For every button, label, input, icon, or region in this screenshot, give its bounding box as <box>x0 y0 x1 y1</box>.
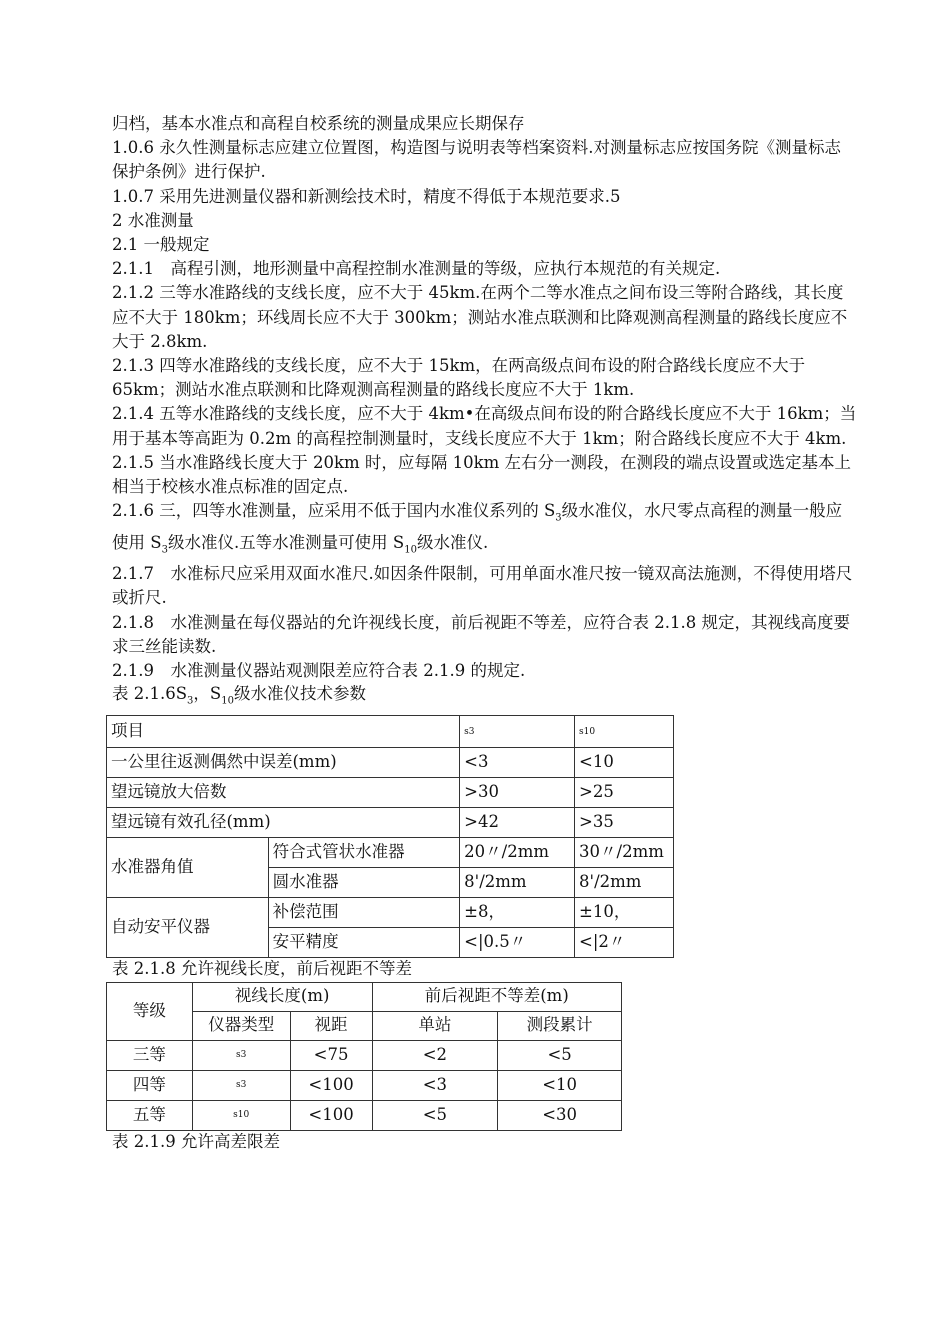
cell-s10: ±10， <box>575 897 674 927</box>
header-s3: s3 <box>460 715 575 747</box>
table1-caption: 表 $2.1.6S_3$，$S_{10}$级水准仪技术参数 <box>112 684 366 707</box>
cell-s3: <|0.5〃 <box>460 927 575 957</box>
table-row <box>107 1040 622 1070</box>
header-instrument: 仪器类型 <box>192 1011 290 1040</box>
paragraph-1-0-6: 1.0.6 永久性测量标志应建立位置图，构造图与说明表等档案资料.对测量标志应按国务院《测量标志保护条例》进行保护. <box>112 138 841 182</box>
paragraph-2-1-4: 2.1.4 五等水准路线的支线长度，应不大于 4km•在高级点间布设的附合路线长度应不大于 16km；当用于基本等高距为 0.2m 的高程控制测量时，支线长度应不大于 1km；附合路线长度应不大于 4km. <box>112 404 857 448</box>
cell-station: <2 <box>372 1040 498 1070</box>
row-label: 安平精度 <box>268 927 460 957</box>
group-label: 水准器角值 <box>107 837 269 897</box>
cell-instrument: s10 <box>192 1100 290 1130</box>
section-heading-2: 2 水准测量 <box>112 210 194 230</box>
cell-station: <5 <box>372 1100 498 1130</box>
cell-s3: 8'/2mm <box>460 867 575 897</box>
cell-instrument: s3 <box>192 1040 290 1070</box>
table-sight-length <box>106 982 622 1131</box>
cell-grade: 五等 <box>107 1100 193 1130</box>
cell-s10: 8'/2mm <box>575 867 674 897</box>
table3-caption: 表 2.1.9 允许高差限差 <box>112 1131 280 1151</box>
cell-cumulative: <10 <box>498 1070 622 1100</box>
paragraph-2-1-9: 2.1.9 水准测量仪器站观测限差应符合表 2.1.9 的规定. <box>112 661 526 681</box>
cell-s3: >42 <box>460 807 575 837</box>
header-s10: s10 <box>575 715 674 747</box>
table-row <box>107 807 674 837</box>
table-row <box>107 897 674 927</box>
cell-s10: >25 <box>575 777 674 807</box>
paragraph-archive: 归档，基本水准点和高程自校系统的测量成果应长期保存 <box>112 114 525 133</box>
header-distance: 视距 <box>290 1011 372 1040</box>
table-level-tech-params <box>106 715 674 958</box>
header-cumulative: 测段累计 <box>498 1011 622 1040</box>
cell-s3: <3 <box>460 747 575 777</box>
table-row <box>107 1070 622 1100</box>
header-item: 项目 <box>107 715 460 747</box>
cell-cumulative: <30 <box>498 1100 622 1130</box>
cell-cumulative: <5 <box>498 1040 622 1070</box>
paragraph-2-1-8: 2.1.8 水准测量在每仪器站的允许视线长度，前后视距不等差，应符合表 2.1.8 规定，其视线高度要求三丝能读数. <box>112 612 850 656</box>
paragraph-2-1-2: 2.1.2 三等水准路线的支线长度，应不大于 45km.在两个二等水准点之间布设三等附合路线，其长度应不大于 180km；环线周长应不大于 300km；测站水准点联测和比降观测高程测量的路线长度应不大于 2.8km. <box>112 283 848 351</box>
group-label: 自动安平仪器 <box>107 897 269 957</box>
table-row <box>107 715 674 747</box>
row-label: 望远镜放大倍数 <box>107 777 460 807</box>
header-sight: 视线长度(m) <box>192 982 372 1011</box>
header-diff: 前后视距不等差(m) <box>372 982 622 1011</box>
header-grade: 等级 <box>107 982 193 1040</box>
table-row <box>107 1100 622 1130</box>
paragraph-2-1-7: 2.1.7 水准标尺应采用双面水准尺.如因条件限制，可用单面水准尺按一镜双高法施测，不得使用塔尺或折尺. <box>112 564 853 608</box>
cell-s10: >35 <box>575 807 674 837</box>
cell-s3: ±8， <box>460 897 575 927</box>
cell-distance: <75 <box>290 1040 372 1070</box>
cell-s10: 30〃/2mm <box>575 837 674 867</box>
paragraph-2-1-1: 2.1.1 高程引测，地形测量中高程控制水准测量的等级，应执行本规范的有关规定. <box>112 259 721 279</box>
cell-instrument: s3 <box>192 1070 290 1100</box>
cell-grade: 四等 <box>107 1070 193 1100</box>
cell-distance: <100 <box>290 1100 372 1130</box>
cell-distance: <100 <box>290 1070 372 1100</box>
document-body <box>112 112 857 1153</box>
cell-station: <3 <box>372 1070 498 1100</box>
cell-s3: >30 <box>460 777 575 807</box>
cell-s10: <10 <box>575 747 674 777</box>
header-station: 单站 <box>372 1011 498 1040</box>
row-label: 符合式管状水准器 <box>268 837 460 867</box>
table-row <box>107 982 622 1011</box>
paragraph-2-1-6: 2.1.6 三，四等水准测量，应采用不低于国内水准仪系列的 $S_3$级水准仪，水尺零点高程的测量一般应使用 $S_3$级水准仪.五等水准测量可使用 $S_{10}$级水准仪. <box>112 501 843 556</box>
table-row <box>107 747 674 777</box>
row-label: 望远镜有效孔径(mm) <box>107 807 460 837</box>
paragraph-2-1-3: 2.1.3 四等水准路线的支线长度，应不大于 15km，在两高级点间布设的附合路线长度应不大于 65km；测站水准点联测和比降观测高程测量的路线长度应不大于 1km. <box>112 356 806 400</box>
table2-caption: 表 2.1.8 允许视线长度，前后视距不等差 <box>112 958 412 978</box>
row-label: 补偿范围 <box>268 897 460 927</box>
cell-s3: 20〃/2mm <box>460 837 575 867</box>
row-label: 圆水准器 <box>268 867 460 897</box>
table-row <box>107 837 674 867</box>
cell-s10: <|2〃 <box>575 927 674 957</box>
paragraph-2-1-5: 2.1.5 当水准路线长度大于 20km 时，应每隔 10km 左右分一测段，在测段的端点设置或选定基本上相当于校核水准点标准的固定点. <box>112 452 851 497</box>
row-label: 一公里往返测偶然中误差(mm) <box>107 747 460 777</box>
section-heading-2-1: 2.1 一般规定 <box>112 235 210 255</box>
table-row <box>107 777 674 807</box>
paragraph-1-0-7: 1.0.7 采用先进测量仪器和新测绘技术时，精度不得低于本规范要求.5 <box>112 186 621 206</box>
cell-grade: 三等 <box>107 1040 193 1070</box>
